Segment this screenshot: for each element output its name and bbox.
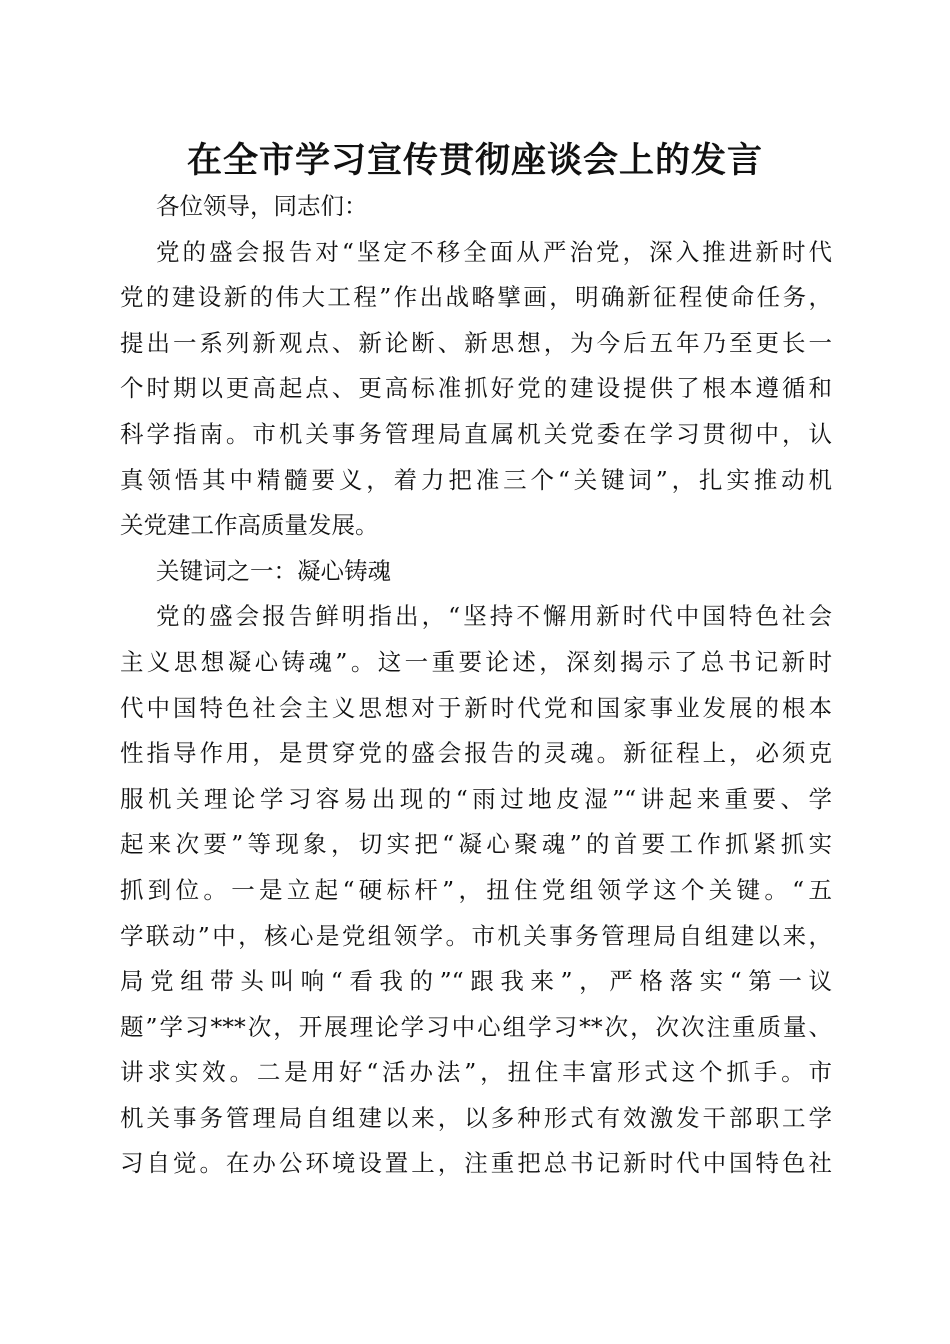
salutation-line: 各位领导，同志们： [156,192,368,220]
paragraph-line: 个时期以更高起点、更高标准抓好党的建设提供了根本遵循和 [120,374,832,403]
section-heading: 关键词之一：凝心铸魂 [156,556,391,585]
paragraph-line: 局党组带头叫响“看我的”“跟我来”，严格落实“第一议 [120,967,832,996]
document-title: 在全市学习宣传贯彻座谈会上的发言 [186,140,763,181]
paragraph-line: 党的盛会报告对“坚定不移全面从严治党，深入推进新时代 [156,237,832,266]
paragraph-line: 习自觉。在办公环境设置上，注重把总书记新时代中国特色社 [120,1149,832,1178]
paragraph-line: 代中国特色社会主义思想对于新时代党和国家事业发展的根本 [120,693,832,722]
paragraph-line: 主义思想凝心铸魂”。这一重要论述，深刻揭示了总书记新时 [120,647,832,676]
paragraph-line: 机关事务管理局自组建以来，以多种形式有效激发干部职工学 [120,1103,832,1132]
paragraph-line: 题”学习***次，开展理论学习中心组学习**次，次次注重质量、 [120,1012,832,1041]
paragraph-line: 提出一系列新观点、新论断、新思想，为今后五年乃至更长一 [120,328,832,357]
paragraph-line: 起来次要”等现象，切实把“凝心聚魂”的首要工作抓紧抓实 [120,830,832,859]
paragraph-line: 讲求实效。二是用好“活办法”，扭住丰富形式这个抓手。市 [120,1058,832,1087]
document-body [120,184,832,1187]
paragraph-line: 党的建设新的伟大工程”作出战略擘画，明确新征程使命任务， [120,283,832,312]
paragraph-line: 抓到位。一是立起“硬标杆”，扭住党组领学这个关键。“五 [120,875,832,904]
paragraph-line: 关党建工作高质量发展。 [120,511,379,540]
paragraph-line: 真领悟其中精髓要义，着力把准三个“关键词”，扎实推动机 [120,465,832,494]
paragraph-line: 学联动”中，核心是党组领学。市机关事务管理局自组建以来， [120,921,832,950]
paragraph-line: 性指导作用，是贯穿党的盛会报告的灵魂。新征程上，必须克 [120,739,832,768]
paragraph-line: 服机关理论学习容易出现的“雨过地皮湿”“讲起来重要、学 [120,784,832,813]
paragraph-line: 科学指南。市机关事务管理局直属机关党委在学习贯彻中，认 [120,419,832,448]
paragraph-line: 党的盛会报告鲜明指出，“坚持不懈用新时代中国特色社会 [156,602,832,631]
